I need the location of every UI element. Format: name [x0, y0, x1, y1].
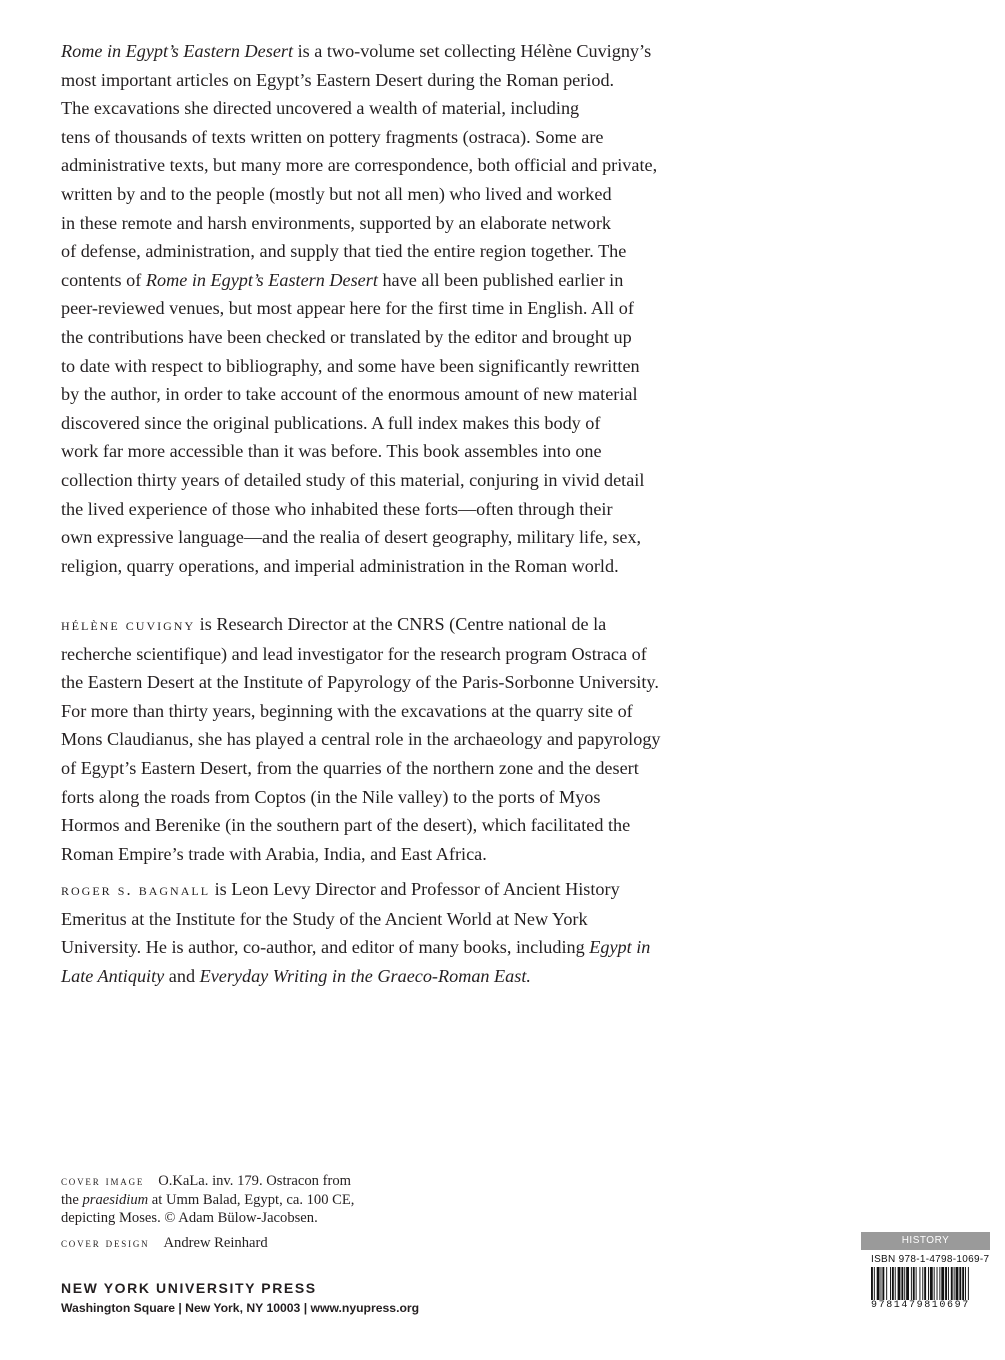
text-run: of defense, administration, and supply that tied the entire region together. The: [61, 241, 627, 262]
barcode-bar: [930, 1267, 933, 1300]
text-line: [61, 875, 671, 905]
text-run: is Leon Levy Director and Professor of Ancient History: [210, 879, 620, 899]
text-run: For more than thirty years, beginning with the excavations at the quarry site of: [61, 700, 633, 721]
text-line: [61, 552, 671, 581]
isbn-text: ISBN 978-1-4798-1069-7: [871, 1254, 990, 1265]
barcode-bar: [941, 1267, 944, 1300]
text-line: [61, 323, 671, 352]
barcode-bar: [924, 1267, 926, 1300]
barcode-bar: [898, 1267, 901, 1300]
barcode-bar: [881, 1267, 882, 1300]
text-run: have all been published earlier in: [377, 269, 624, 290]
barcode-bar: [945, 1267, 947, 1300]
text-line: [61, 962, 671, 991]
barcode-bar: [895, 1267, 896, 1300]
barcode-bar: [911, 1267, 912, 1300]
cover-image-label: cover image: [61, 1173, 145, 1188]
text-line: [61, 610, 671, 640]
text-run: most important articles on Egypt’s Eastern Desert during the Roman period.: [61, 69, 615, 90]
barcode-bar: [901, 1267, 903, 1300]
italic-title: Rome in Egypt’s Eastern Desert: [145, 269, 378, 290]
text-run: recherche scientifique) and lead investigator for the research program Ostraca of: [61, 643, 647, 664]
text-line: [61, 209, 671, 238]
text-run: and: [164, 965, 200, 986]
text-run: forts along the roads from Coptos (in the Nile valley) to the ports of Myos: [61, 786, 601, 807]
text-run: The excavations she directed uncovered a wealth of material, including: [61, 98, 580, 119]
text-line: [61, 725, 671, 754]
text-run: contents of: [61, 269, 146, 290]
book-description: [61, 37, 671, 580]
text-run: the Eastern Desert at the Institute of Papyrology of the Paris-Sorbonne University.: [61, 672, 659, 693]
text-run: of Egypt’s Eastern Desert, from the quarries of the northern zone and the desert: [61, 757, 639, 778]
barcode-bar: [919, 1267, 920, 1300]
text-line: [61, 840, 671, 869]
text-run: by the author, in order to take account of the enormous amount of new material: [61, 384, 638, 405]
text-line: [61, 237, 671, 266]
barcode-bar: [934, 1267, 935, 1300]
barcode-bar: [886, 1267, 887, 1300]
text-line: [61, 811, 671, 840]
text-run: O.KaLa. inv. 179. Ostracon from: [158, 1173, 351, 1189]
text-line: [61, 266, 671, 295]
barcode-bar: [874, 1267, 875, 1300]
text-line: [61, 783, 671, 812]
text-run: own expressive language—and the realia of desert geography, military life, sex,: [61, 527, 642, 548]
person-name: roger s. bagnall: [61, 880, 211, 899]
text-line: [61, 640, 671, 669]
text-run: Mons Claudianus, she has played a central role in the archaeology and papyrology: [61, 729, 661, 750]
text-line: [61, 668, 671, 697]
cover-image-text: [61, 1191, 354, 1210]
barcode-bar: [877, 1267, 880, 1300]
barcode-bar: [906, 1267, 909, 1300]
text-run: depicting Moses. © Adam Bülow-Jacobsen.: [61, 1210, 318, 1226]
barcode-bar: [939, 1267, 940, 1300]
barcode-bar: [904, 1267, 905, 1300]
text-line: [61, 905, 671, 934]
cover-image-text: [61, 1209, 354, 1228]
text-line: [61, 754, 671, 783]
text-run: the contributions have been checked or translated by the editor and brought up: [61, 326, 632, 347]
barcode-bar: [965, 1267, 966, 1300]
barcode-bar: [916, 1267, 917, 1300]
text-run: work far more accessible than it was before. This book assembles into one: [61, 441, 602, 462]
italic-title: Rome in Egypt’s Eastern Desert: [61, 41, 294, 61]
italic-title: Late Antiquity: [61, 965, 165, 986]
text-line: [61, 437, 671, 466]
publisher-address: Washington Square | New York, NY 10003 | www.nyupress.org: [61, 1301, 420, 1315]
text-line: [61, 123, 671, 152]
text-run: Emeritus at the Institute for the Study of the Ancient World at New York: [61, 908, 588, 929]
barcode-digits: 9781479810697: [871, 1300, 970, 1311]
text-run: peer-reviewed venues, but most appear here for the first time in English. All of: [61, 298, 634, 319]
text-line: [61, 66, 671, 95]
text-line: [61, 352, 671, 381]
text-run: at Umm Balad, Egypt, ca. 100 CE,: [148, 1191, 355, 1208]
text-run: discovered since the original publications. A full index makes this body of: [61, 412, 601, 433]
text-run: the lived experience of those who inhabited these forts—often through their: [61, 498, 613, 519]
barcode-bar: [928, 1267, 929, 1300]
text-run: collection thirty years of detailed study of this material, conjuring in vivid detail: [61, 469, 645, 490]
text-line: [61, 37, 671, 66]
text-run: to date with respect to bibliography, and some have been significantly rewritten: [61, 355, 640, 376]
text-line: [61, 466, 671, 495]
person-name: hélène cuvigny: [61, 615, 196, 634]
text-run: University. He is author, co-author, and editor of many books, including: [61, 937, 590, 958]
text-run: is Research Director at the CNRS (Centre national de la: [195, 614, 607, 634]
editor-bio-bagnall: [61, 875, 671, 990]
text-run: written by and to the people (mostly but not all men) who lived and worked: [61, 183, 612, 204]
text-line: [61, 697, 671, 726]
barcode-bar: [890, 1267, 891, 1300]
text-line: [61, 933, 671, 962]
text-line: [61, 294, 671, 323]
text-line: [61, 409, 671, 438]
author-bio-cuvigny: [61, 610, 671, 868]
italic-title: praesidium: [82, 1191, 149, 1208]
barcode-bar: [968, 1267, 969, 1300]
barcode-bar: [913, 1267, 915, 1300]
text-run: religion, quarry operations, and imperial administration in the Roman world.: [61, 555, 619, 576]
barcode-bar: [951, 1267, 953, 1300]
barcode-bar: [871, 1267, 873, 1300]
italic-title: Egypt in: [589, 937, 651, 958]
text-line: [61, 380, 671, 409]
text-run: Hormos and Berenike (in the southern part of the desert), which facilitated the: [61, 815, 631, 836]
barcode-bar: [937, 1267, 938, 1300]
cover-credits: [61, 1172, 354, 1252]
text-line: [61, 523, 671, 552]
text-run: Roman Empire’s trade with Arabia, India, and East Africa.: [61, 843, 487, 864]
cover-design-label: cover design: [61, 1234, 150, 1250]
barcode-bar: [962, 1267, 964, 1300]
barcode-bar: [956, 1267, 959, 1300]
barcode-bar: [959, 1267, 961, 1300]
barcode-bar: [948, 1267, 949, 1300]
cover-image-text: [158, 1173, 351, 1189]
barcode-bar: [922, 1267, 923, 1300]
text-run: tens of thousands of texts written on pottery fragments (ostraca). Some are: [61, 126, 604, 147]
text-line: [61, 180, 671, 209]
publisher-block: [61, 1279, 419, 1319]
barcode-bar: [954, 1267, 955, 1300]
publisher-name: NEW YORK UNIVERSITY PRESS: [61, 1280, 317, 1296]
barcode-bar: [882, 1267, 884, 1300]
text-line: [61, 495, 671, 524]
barcode-bar: [892, 1267, 894, 1300]
text-run: is a two-volume set collecting Hélène Cuvigny’s: [293, 41, 652, 61]
text-line: [61, 94, 671, 123]
text-run: the: [61, 1191, 83, 1208]
text-run: administrative texts, but many more are correspondence, both official and private,: [61, 155, 658, 176]
text-run: in these remote and harsh environments, supported by an elaborate network: [61, 212, 612, 233]
category-label: HISTORY: [861, 1232, 990, 1250]
italic-title: Everyday Writing in the Graeco-Roman East.: [199, 965, 531, 986]
cover-design-value: Andrew Reinhard: [163, 1234, 268, 1251]
text-line: [61, 151, 671, 180]
